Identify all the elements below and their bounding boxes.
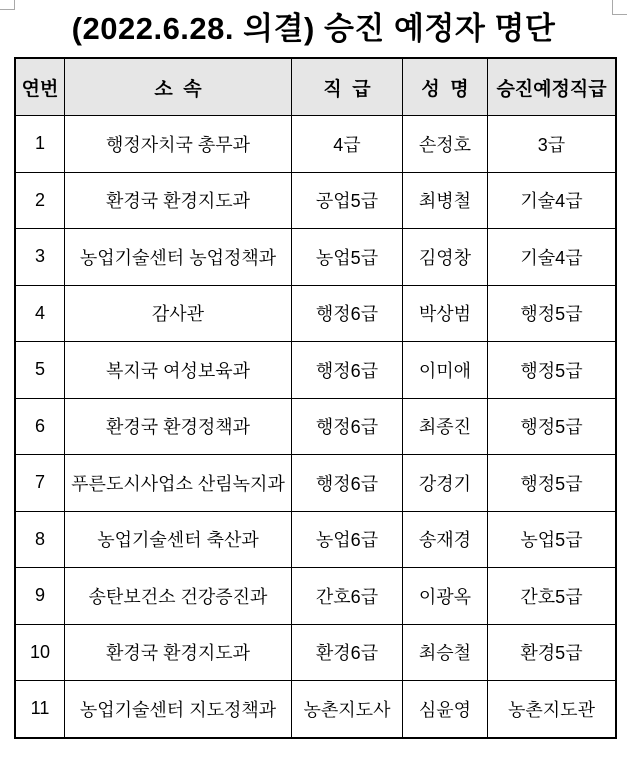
table-row bbox=[15, 455, 616, 512]
cell-dept: 환경국 환경지도과 bbox=[65, 624, 292, 681]
cell-no: 3 bbox=[15, 229, 65, 286]
cell-name: 송재경 bbox=[403, 511, 488, 568]
cell-dept: 환경국 환경지도과 bbox=[65, 172, 292, 229]
page-corner-artifact-left bbox=[0, 0, 15, 10]
column-header-promo: 승진예정직급 bbox=[488, 58, 617, 116]
cell-promo: 환경5급 bbox=[488, 624, 617, 681]
page-corner-artifact-right bbox=[612, 0, 627, 15]
cell-dept: 푸른도시사업소 산림녹지과 bbox=[65, 455, 292, 512]
cell-promo: 행정5급 bbox=[488, 398, 617, 455]
cell-no: 4 bbox=[15, 285, 65, 342]
table-row bbox=[15, 624, 616, 681]
table-row bbox=[15, 172, 616, 229]
table-row bbox=[15, 116, 616, 173]
cell-promo: 행정5급 bbox=[488, 342, 617, 399]
cell-dept: 환경국 환경정책과 bbox=[65, 398, 292, 455]
cell-no: 7 bbox=[15, 455, 65, 512]
cell-rank: 행정6급 bbox=[292, 285, 403, 342]
cell-name: 최종진 bbox=[403, 398, 488, 455]
cell-name: 박상범 bbox=[403, 285, 488, 342]
cell-rank: 환경6급 bbox=[292, 624, 403, 681]
cell-name: 심윤영 bbox=[403, 681, 488, 738]
cell-no: 5 bbox=[15, 342, 65, 399]
cell-promo: 간호5급 bbox=[488, 568, 617, 625]
cell-name: 이광옥 bbox=[403, 568, 488, 625]
cell-rank: 농촌지도사 bbox=[292, 681, 403, 738]
cell-rank: 행정6급 bbox=[292, 398, 403, 455]
table-row bbox=[15, 285, 616, 342]
table-row bbox=[15, 398, 616, 455]
cell-no: 2 bbox=[15, 172, 65, 229]
cell-promo: 행정5급 bbox=[488, 455, 617, 512]
cell-promo: 기술4급 bbox=[488, 229, 617, 286]
cell-rank: 공업5급 bbox=[292, 172, 403, 229]
cell-no: 8 bbox=[15, 511, 65, 568]
cell-dept: 감사관 bbox=[65, 285, 292, 342]
table-body bbox=[15, 116, 616, 738]
table-row bbox=[15, 229, 616, 286]
cell-rank: 행정6급 bbox=[292, 342, 403, 399]
cell-no: 9 bbox=[15, 568, 65, 625]
cell-rank: 4급 bbox=[292, 116, 403, 173]
cell-name: 이미애 bbox=[403, 342, 488, 399]
cell-no: 6 bbox=[15, 398, 65, 455]
table-row bbox=[15, 568, 616, 625]
cell-promo: 3급 bbox=[488, 116, 617, 173]
table-row bbox=[15, 511, 616, 568]
cell-dept: 농업기술센터 축산과 bbox=[65, 511, 292, 568]
cell-dept: 송탄보건소 건강증진과 bbox=[65, 568, 292, 625]
column-header-name: 성 명 bbox=[403, 58, 488, 116]
column-header-no: 연번 bbox=[15, 58, 65, 116]
promotion-roster-table bbox=[14, 57, 617, 739]
page-title: (2022.6.28. 의결) 승진 예정자 명단 bbox=[71, 11, 556, 46]
cell-promo: 기술4급 bbox=[488, 172, 617, 229]
cell-rank: 간호6급 bbox=[292, 568, 403, 625]
table-header-row bbox=[15, 58, 616, 116]
cell-dept: 행정자치국 총무과 bbox=[65, 116, 292, 173]
table-header bbox=[15, 58, 616, 116]
column-header-dept: 소 속 bbox=[65, 58, 292, 116]
cell-dept: 농업기술센터 농업정책과 bbox=[65, 229, 292, 286]
cell-rank: 농업6급 bbox=[292, 511, 403, 568]
cell-rank: 행정6급 bbox=[292, 455, 403, 512]
cell-dept: 농업기술센터 지도정책과 bbox=[65, 681, 292, 738]
cell-no: 1 bbox=[15, 116, 65, 173]
cell-promo: 농업5급 bbox=[488, 511, 617, 568]
cell-no: 11 bbox=[15, 681, 65, 738]
cell-rank: 농업5급 bbox=[292, 229, 403, 286]
cell-name: 손정호 bbox=[403, 116, 488, 173]
cell-name: 최병철 bbox=[403, 172, 488, 229]
cell-dept: 복지국 여성보육과 bbox=[65, 342, 292, 399]
cell-name: 김영창 bbox=[403, 229, 488, 286]
cell-promo: 농촌지도관 bbox=[488, 681, 617, 738]
table-row bbox=[15, 681, 616, 738]
cell-promo: 행정5급 bbox=[488, 285, 617, 342]
cell-name: 강경기 bbox=[403, 455, 488, 512]
cell-no: 10 bbox=[15, 624, 65, 681]
table-row bbox=[15, 342, 616, 399]
column-header-rank: 직 급 bbox=[292, 58, 403, 116]
cell-name: 최승철 bbox=[403, 624, 488, 681]
